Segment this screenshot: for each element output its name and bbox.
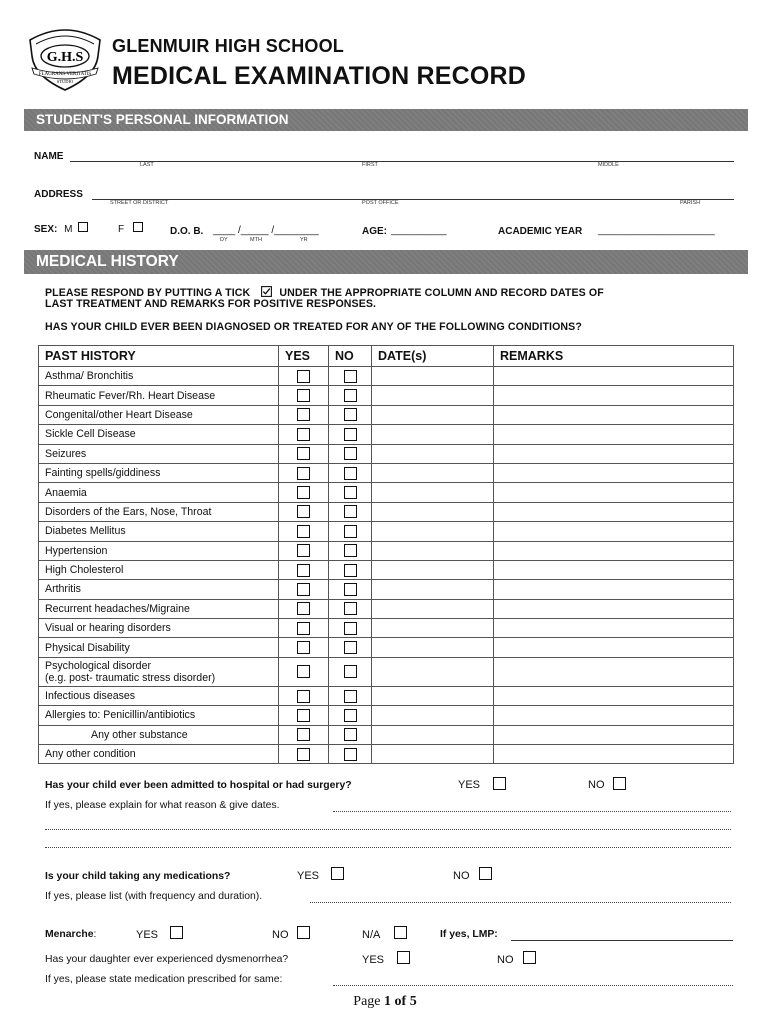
lmp-field[interactable]: [511, 940, 733, 941]
cell-no: [329, 386, 372, 405]
condition-label: [39, 580, 279, 599]
hospital-yes-label: YES: [458, 779, 481, 791]
dates-cell[interactable]: [372, 619, 494, 638]
remarks-cell[interactable]: [494, 367, 734, 386]
no-checkbox[interactable]: [344, 690, 357, 703]
past-history-body: [39, 367, 734, 764]
dates-cell[interactable]: [372, 522, 494, 541]
dates-cell[interactable]: [372, 367, 494, 386]
page-total: 5: [409, 994, 417, 1009]
menarche-no-label: NO: [272, 929, 289, 941]
menarche-label: Menarche: [45, 929, 94, 940]
cell-yes: [279, 619, 329, 638]
cell-no: [329, 541, 372, 560]
cell-yes: [279, 502, 329, 521]
dates-cell[interactable]: [372, 560, 494, 579]
cell-no: [329, 686, 372, 705]
name-label: NAME: [34, 151, 64, 162]
yes-checkbox[interactable]: [297, 544, 310, 557]
dates-cell[interactable]: [372, 599, 494, 618]
address-field[interactable]: [92, 199, 734, 200]
menarche-na-label: N/A: [362, 929, 381, 941]
yes-checkbox[interactable]: [297, 564, 310, 577]
remarks-cell[interactable]: [494, 619, 734, 638]
school-name: GLENMUIR HIGH SCHOOL: [112, 36, 344, 56]
past-history-table: [38, 345, 734, 764]
condition-text: Disorders of the Ears, Nose, Throat: [45, 505, 212, 518]
dysmenorrhea-yes-label: YES: [362, 954, 385, 966]
condition-label: [39, 725, 279, 744]
age-field[interactable]: __________: [391, 225, 447, 236]
condition-label: [39, 367, 279, 386]
condition-text: Sickle Cell Disease: [45, 428, 136, 441]
col-no: NO: [329, 346, 372, 367]
table-row: [39, 706, 734, 725]
cell-no: [329, 502, 372, 521]
dates-cell[interactable]: [372, 405, 494, 424]
medications-yes-checkbox[interactable]: [331, 867, 344, 880]
table-row: [39, 541, 734, 560]
table-row: [39, 619, 734, 638]
cell-yes: [279, 745, 329, 764]
remarks-cell[interactable]: [494, 638, 734, 657]
sex-label: SEX:: [34, 224, 58, 235]
condition-text: Diabetes Mellitus: [45, 525, 126, 538]
condition-text: Physical Disability: [45, 641, 130, 654]
hospital-no-checkbox[interactable]: [613, 777, 626, 790]
dates-cell[interactable]: [372, 686, 494, 705]
cell-no: [329, 405, 372, 424]
dates-cell[interactable]: [372, 706, 494, 725]
no-checkbox[interactable]: [344, 728, 357, 741]
medication-prescribed-label: If yes, please state medication prescribed for same:: [45, 974, 283, 985]
condition-text: Asthma/ Bronchitis: [45, 370, 134, 383]
no-checkbox[interactable]: [344, 544, 357, 557]
medications-list-label: If yes, please list (with frequency and duration).: [45, 891, 263, 902]
no-checkbox[interactable]: [344, 641, 357, 654]
remarks-cell[interactable]: [494, 541, 734, 560]
dates-cell[interactable]: [372, 580, 494, 599]
name-sub-middle: MIDDLE: [598, 162, 619, 168]
remarks-cell[interactable]: [494, 745, 734, 764]
yes-checkbox[interactable]: [297, 665, 310, 678]
hospital-explain-field-3[interactable]: [45, 847, 731, 848]
sex-f-label: F: [118, 224, 125, 235]
table-row: [39, 483, 734, 502]
yes-checkbox[interactable]: [297, 602, 310, 615]
cell-yes: [279, 725, 329, 744]
remarks-cell[interactable]: [494, 599, 734, 618]
condition-text: Fainting spells/giddiness: [45, 467, 161, 480]
yes-checkbox[interactable]: [297, 389, 310, 402]
dates-cell[interactable]: [372, 483, 494, 502]
condition-label: [39, 463, 279, 482]
hospital-explain-field-2[interactable]: [45, 829, 731, 830]
condition-label: [39, 502, 279, 521]
condition-text: Infectious diseases: [45, 690, 136, 703]
instruction-1b: UNDER THE APPROPRIATE COLUMN AND RECORD DATES OF: [279, 287, 604, 299]
table-row: [39, 444, 734, 463]
condition-text: Seizures: [45, 447, 87, 460]
yes-checkbox[interactable]: [297, 728, 310, 741]
table-row: [39, 560, 734, 579]
table-row: [39, 425, 734, 444]
cell-no: [329, 706, 372, 725]
dob-label: D.O. B.: [170, 226, 204, 237]
condition-text: Anaemia: [45, 486, 87, 499]
remarks-cell[interactable]: [494, 386, 734, 405]
menarche-yes-label: YES: [136, 929, 159, 941]
dob-field[interactable]: ____ /_____ /________: [213, 225, 319, 236]
dates-cell[interactable]: [372, 425, 494, 444]
cell-yes: [279, 444, 329, 463]
medications-yes-label: YES: [297, 870, 320, 882]
cell-yes: [279, 483, 329, 502]
cell-yes: [279, 425, 329, 444]
condition-text: Hypertension: [45, 544, 108, 557]
remarks-cell[interactable]: [494, 706, 734, 725]
sex-m-label: M: [64, 224, 73, 235]
table-row: [39, 386, 734, 405]
address-sub-post: POST OFFICE: [362, 200, 399, 206]
dates-cell[interactable]: [372, 541, 494, 560]
dysmenorrhea-yes-checkbox[interactable]: [397, 951, 410, 964]
sex-f: [118, 224, 143, 235]
condition-text: Any other substance: [91, 728, 188, 741]
no-checkbox[interactable]: [344, 709, 357, 722]
cell-yes: [279, 541, 329, 560]
condition-note: (e.g. post- traumatic stress disorder): [45, 671, 216, 684]
cell-yes: [279, 580, 329, 599]
medications-list-field[interactable]: [310, 902, 731, 903]
page-current: 1: [384, 994, 392, 1009]
cell-yes: [279, 522, 329, 541]
condition-label: [39, 425, 279, 444]
table-row: [39, 638, 734, 657]
condition-label: [39, 745, 279, 764]
condition-label: [39, 560, 279, 579]
dob-sub-month: MTH: [250, 237, 262, 243]
yes-checkbox[interactable]: [297, 690, 310, 703]
cell-yes: [279, 560, 329, 579]
page-number: [0, 994, 770, 1010]
menarche-row: Menarche:: [45, 929, 97, 940]
dob-sub-day: DY: [220, 237, 228, 243]
address-label: ADDRESS: [34, 189, 83, 200]
address-sub-street: STREET OR DISTRICT: [110, 200, 169, 206]
hospital-explain-label: If yes, please explain for what reason & give dates.: [45, 800, 280, 811]
cell-no: [329, 367, 372, 386]
yes-checkbox[interactable]: [297, 622, 310, 635]
cell-yes: [279, 405, 329, 424]
hospital-yes-checkbox[interactable]: [493, 777, 506, 790]
page-of: of: [394, 994, 407, 1009]
table-row: [39, 657, 734, 686]
dysmenorrhea-no-checkbox[interactable]: [523, 951, 536, 964]
condition-label: [39, 444, 279, 463]
table-row: [39, 725, 734, 744]
cell-yes: [279, 706, 329, 725]
table-row: [39, 463, 734, 482]
yes-checkbox[interactable]: [297, 748, 310, 761]
remarks-cell[interactable]: [494, 580, 734, 599]
dob-sub-year: YR: [300, 237, 308, 243]
table-row: [39, 599, 734, 618]
cell-yes: [279, 638, 329, 657]
yes-checkbox[interactable]: [297, 486, 310, 499]
condition-label: [39, 638, 279, 657]
condition-text: Rheumatic Fever/Rh. Heart Disease: [45, 389, 216, 402]
instruction-line-2: LAST TREATMENT AND REMARKS FOR POSITIVE RESPONSES.: [45, 298, 377, 310]
academic-year-label: ACADEMIC YEAR: [498, 226, 583, 237]
cell-no: [329, 463, 372, 482]
yes-checkbox[interactable]: [297, 505, 310, 518]
table-row: [39, 580, 734, 599]
name-sub-last: LAST: [140, 162, 154, 168]
cell-no: [329, 560, 372, 579]
condition-label: [39, 657, 279, 686]
cell-no: [329, 444, 372, 463]
name-field[interactable]: [70, 161, 734, 162]
medications-no-label: NO: [453, 870, 470, 882]
cell-no: [329, 483, 372, 502]
no-checkbox[interactable]: [344, 665, 357, 678]
no-checkbox[interactable]: [344, 748, 357, 761]
yes-checkbox[interactable]: [297, 408, 310, 421]
menarche-na-checkbox[interactable]: [394, 926, 407, 939]
no-checkbox[interactable]: [344, 428, 357, 441]
remarks-cell[interactable]: [494, 425, 734, 444]
col-past-history: PAST HISTORY: [39, 346, 279, 367]
no-checkbox[interactable]: [344, 602, 357, 615]
condition-text: Allergies to: Penicillin/antibiotics: [45, 709, 196, 722]
remarks-cell[interactable]: [494, 686, 734, 705]
dates-cell[interactable]: [372, 444, 494, 463]
yes-checkbox[interactable]: [297, 583, 310, 596]
table-header-row: [39, 346, 734, 367]
cell-no: [329, 657, 372, 686]
no-checkbox[interactable]: [344, 389, 357, 402]
yes-checkbox[interactable]: [297, 525, 310, 538]
instruction-line-3: HAS YOUR CHILD EVER BEEN DIAGNOSED OR TREATED FOR ANY OF THE FOLLOWING CONDITIONS?: [45, 321, 582, 333]
dates-cell[interactable]: [372, 745, 494, 764]
no-checkbox[interactable]: [344, 564, 357, 577]
cell-no: [329, 619, 372, 638]
remarks-cell[interactable]: [494, 725, 734, 744]
sex-f-checkbox[interactable]: [133, 222, 143, 232]
table-row: [39, 367, 734, 386]
remarks-cell[interactable]: [494, 560, 734, 579]
medications-no-checkbox[interactable]: [479, 867, 492, 880]
personal-info-header: STUDENT'S PERSONAL INFORMATION: [24, 109, 748, 131]
sex-m-checkbox[interactable]: [78, 222, 88, 232]
condition-text: Arthritis: [45, 583, 81, 596]
yes-checkbox[interactable]: [297, 709, 310, 722]
cell-no: [329, 522, 372, 541]
condition-text: Psychological disorder: [45, 659, 151, 672]
cell-no: [329, 599, 372, 618]
address-sub-parish: PARISH: [680, 200, 701, 206]
cell-no: [329, 580, 372, 599]
no-checkbox[interactable]: [344, 467, 357, 480]
dates-cell[interactable]: [372, 463, 494, 482]
yes-checkbox[interactable]: [297, 641, 310, 654]
condition-text: Visual or hearing disorders: [45, 622, 171, 635]
cell-yes: [279, 686, 329, 705]
dates-cell[interactable]: [372, 657, 494, 686]
dates-cell[interactable]: [372, 386, 494, 405]
school-crest-logo: [26, 26, 104, 92]
dates-cell[interactable]: [372, 725, 494, 744]
condition-label: [39, 599, 279, 618]
page-prefix: Page: [353, 994, 381, 1009]
age-label: AGE:: [362, 226, 387, 237]
logo-motto-2: STUDIO: [56, 79, 74, 84]
yes-checkbox[interactable]: [297, 370, 310, 383]
academic-year-field[interactable]: _____________________: [598, 225, 715, 236]
condition-text: High Cholesterol: [45, 564, 124, 577]
remarks-cell[interactable]: [494, 522, 734, 541]
yes-checkbox[interactable]: [297, 447, 310, 460]
lmp-label: If yes, LMP:: [440, 929, 498, 940]
cell-no: [329, 638, 372, 657]
remarks-cell[interactable]: [494, 657, 734, 686]
no-checkbox[interactable]: [344, 525, 357, 538]
cell-yes: [279, 367, 329, 386]
condition-label: [39, 619, 279, 638]
table-row: [39, 522, 734, 541]
menarche-no-checkbox[interactable]: [297, 926, 310, 939]
medication-prescribed-field[interactable]: [333, 985, 733, 986]
no-checkbox[interactable]: [344, 583, 357, 596]
cell-no: [329, 745, 372, 764]
condition-label: [39, 386, 279, 405]
no-checkbox[interactable]: [344, 447, 357, 460]
no-checkbox[interactable]: [344, 408, 357, 421]
instruction-1a: PLEASE RESPOND BY PUTTING A TICK: [45, 287, 251, 299]
condition-label: [39, 706, 279, 725]
col-remarks: REMARKS: [494, 346, 734, 367]
condition-text: Recurrent headaches/Migraine: [45, 602, 190, 615]
yes-checkbox[interactable]: [297, 467, 310, 480]
table-row: [39, 686, 734, 705]
dates-cell[interactable]: [372, 502, 494, 521]
no-checkbox[interactable]: [344, 622, 357, 635]
condition-label: [39, 522, 279, 541]
hospital-question: Has your child ever been admitted to hospital or had surgery?: [45, 780, 352, 791]
no-checkbox[interactable]: [344, 370, 357, 383]
table-row: [39, 405, 734, 424]
yes-checkbox[interactable]: [297, 428, 310, 441]
dysmenorrhea-no-label: NO: [497, 954, 514, 966]
sex-row: [34, 224, 88, 235]
logo-letters: G.H.S: [46, 50, 84, 65]
table-row: [39, 502, 734, 521]
dates-cell[interactable]: [372, 638, 494, 657]
menarche-yes-checkbox[interactable]: [170, 926, 183, 939]
form-title: MEDICAL EXAMINATION RECORD: [112, 62, 527, 90]
logo-motto-1: FLAGRANS VERITATIS: [38, 72, 92, 77]
condition-label: [39, 686, 279, 705]
hospital-no-label: NO: [588, 779, 605, 791]
remarks-cell[interactable]: [494, 405, 734, 424]
condition-label: [39, 483, 279, 502]
cell-yes: [279, 463, 329, 482]
condition-label: [39, 541, 279, 560]
cell-yes: [279, 657, 329, 686]
table-row: [39, 745, 734, 764]
cell-no: [329, 425, 372, 444]
condition-label: [39, 405, 279, 424]
condition-text: Any other condition: [45, 748, 136, 761]
cell-yes: [279, 386, 329, 405]
hospital-explain-field-1[interactable]: [333, 811, 731, 812]
no-checkbox[interactable]: [344, 505, 357, 518]
col-dates: DATE(s): [372, 346, 494, 367]
cell-no: [329, 725, 372, 744]
cell-yes: [279, 599, 329, 618]
remarks-cell[interactable]: [494, 463, 734, 482]
medications-question: Is your child taking any medications?: [45, 871, 231, 882]
remarks-cell[interactable]: [494, 502, 734, 521]
dysmenorrhea-question: Has your daughter ever experienced dysmenorrhea?: [45, 954, 289, 965]
name-sub-first: FIRST: [362, 162, 378, 168]
no-checkbox[interactable]: [344, 486, 357, 499]
condition-text: Congenital/other Heart Disease: [45, 408, 193, 421]
medical-history-header: MEDICAL HISTORY: [24, 250, 748, 274]
col-yes: YES: [279, 346, 329, 367]
remarks-cell[interactable]: [494, 444, 734, 463]
remarks-cell[interactable]: [494, 483, 734, 502]
